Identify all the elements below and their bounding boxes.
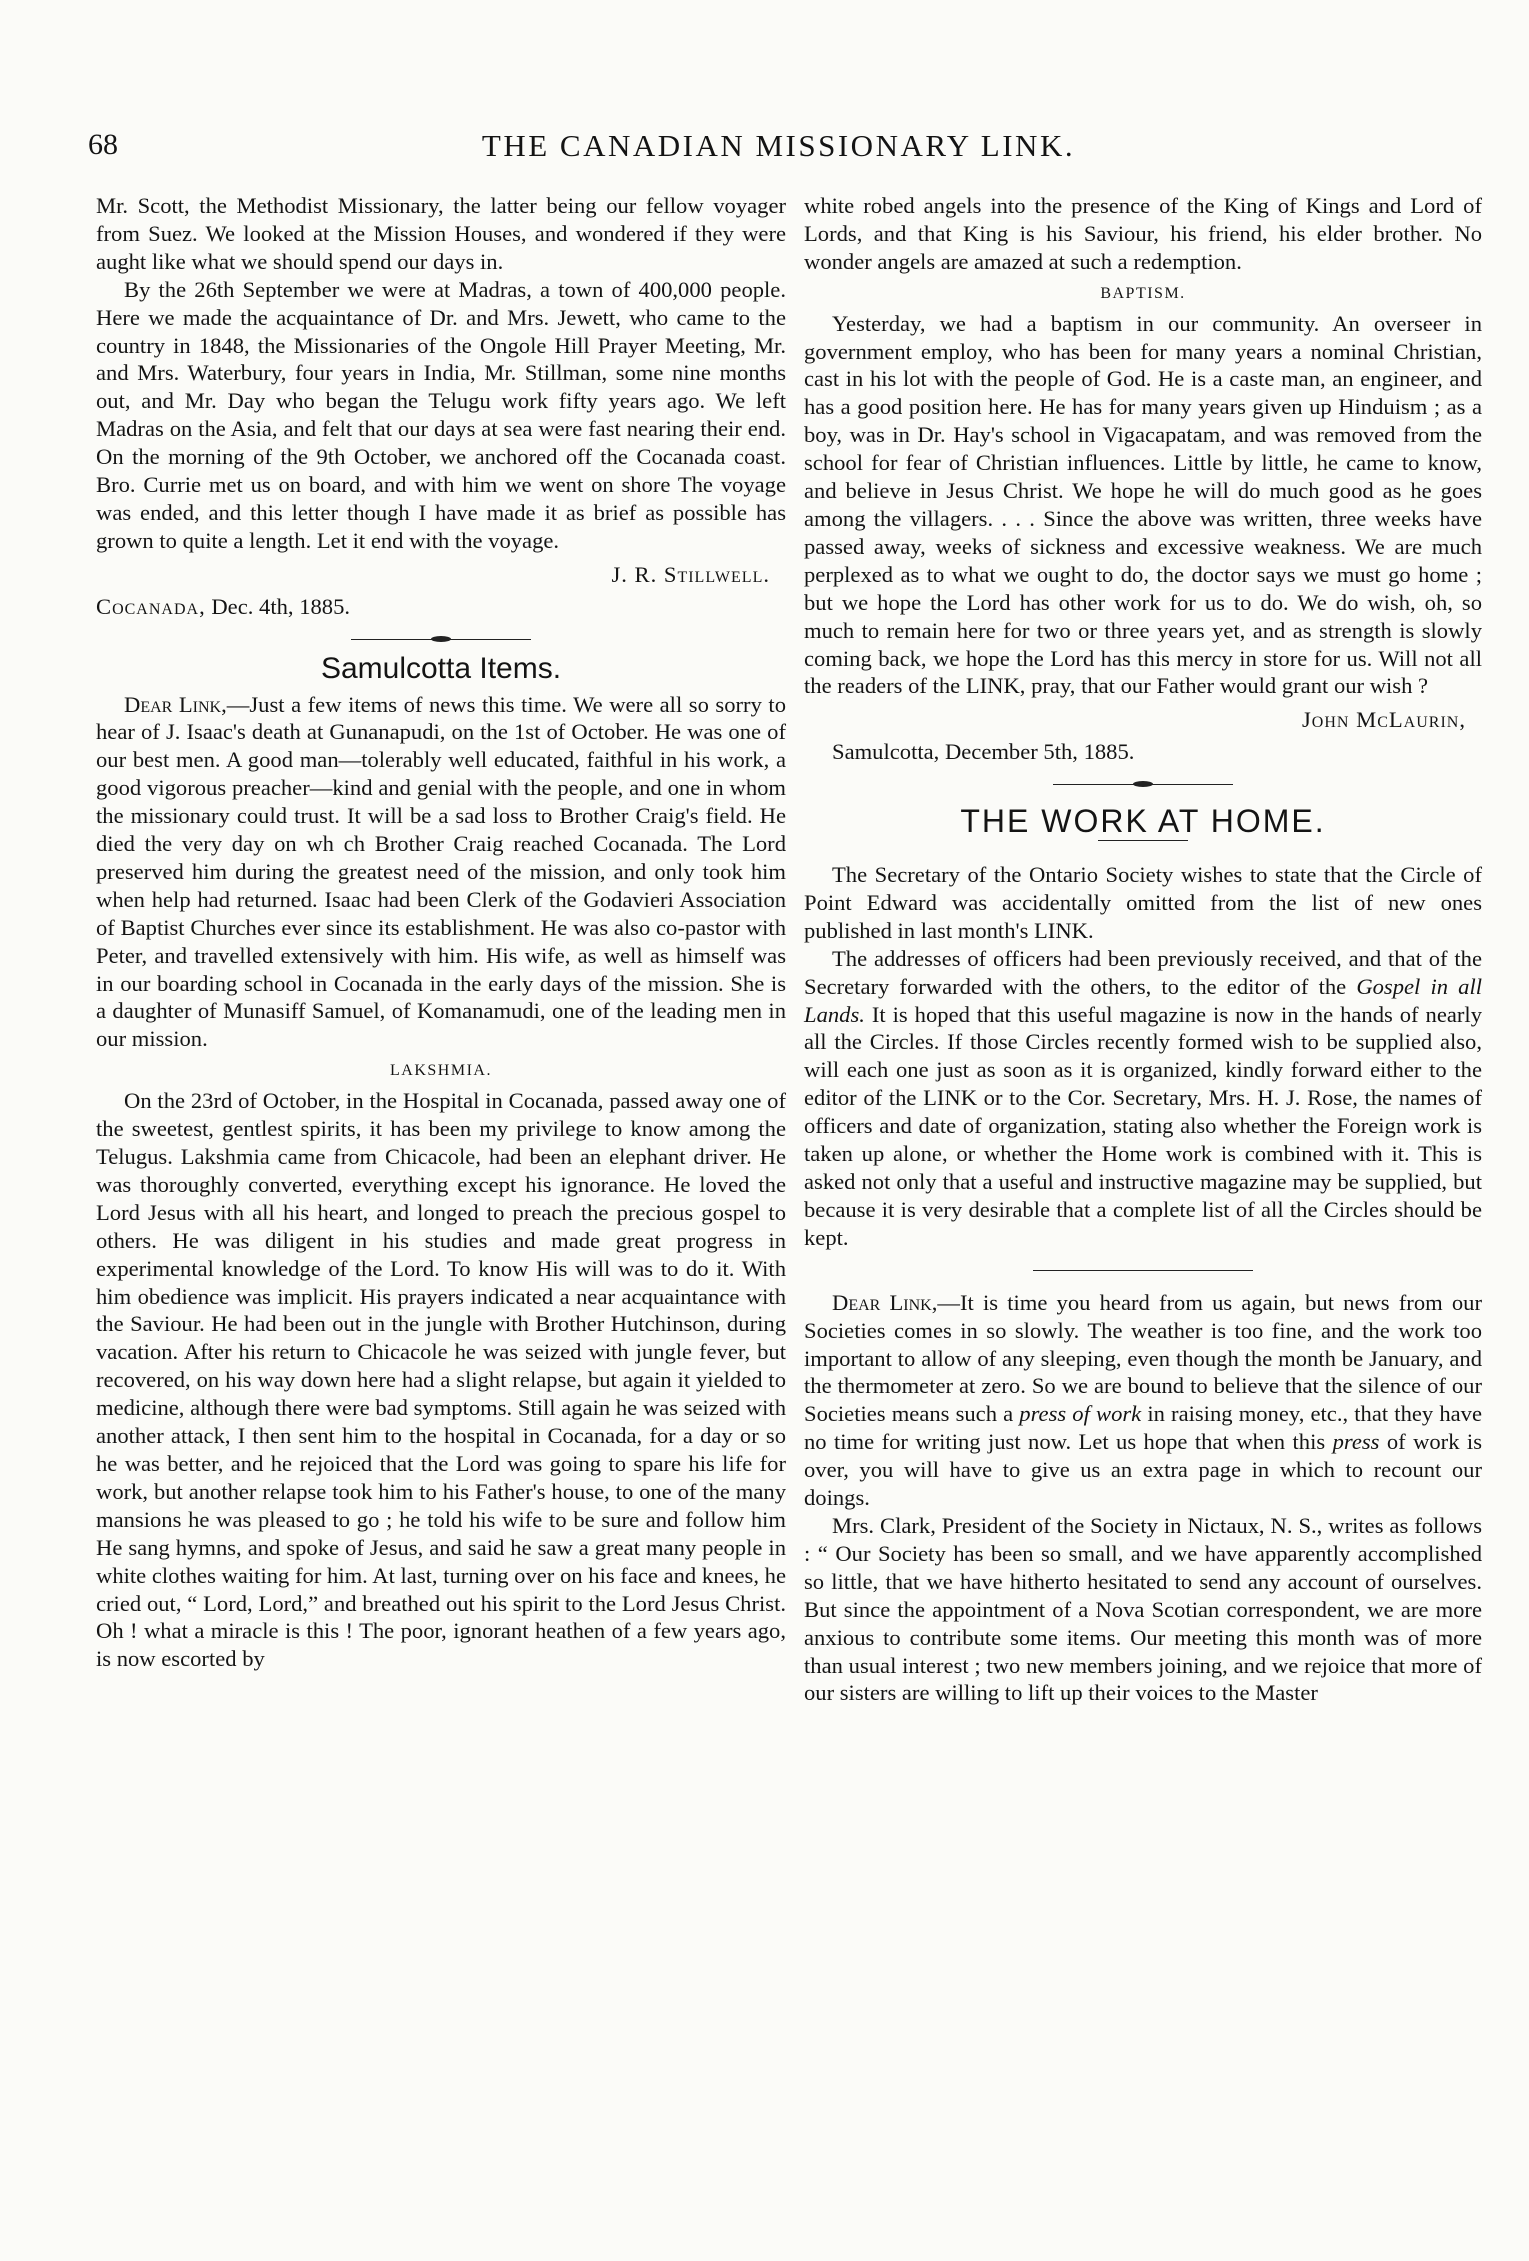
right-column [804, 192, 1482, 1707]
paragraph-text: The addresses of officers had been previously received, and that of the Secretary forwarded with the others, to the editor of the [804, 945, 1482, 999]
magazine-title: Gospel in all Lands. [804, 973, 1482, 1027]
dateline [96, 593, 786, 621]
paragraph-text: of work is over, you will have to give us an extra page in which to recount our doings. [804, 1429, 1482, 1511]
paragraph: By the 26th September we were at Madras, a town of 400,000 people. Here we made the acquaintance of Dr. and Mrs. Jewett, who came to the country in 1848, the Missionaries of the Ongole Hill Prayer Meeting, Mr. and Mrs. Waterbury, four years in India, Mr. Stillman, some nine months out, and Mr. Day who began the Telugu work fifty years ago. We left Madras on the Asia, and felt that our days at sea were fast nearing their end. On the morning of the 9th October, we anchored off the Cocanada coast. Bro. Currie met us on board, and with him we went on shore The voyage was ended, and this letter though I have made it as brief as possible has grown to quite a length. Let it end with the voyage. [96, 276, 786, 553]
ornamental-rule [351, 635, 531, 645]
section-rule [1033, 1270, 1253, 1271]
paragraph: Yesterday, we had a baptism in our community. An overseer in government employ, who has been for many years a nominal Christian, cast in his lot with the people of God. He is a caste man, an engineer, and has a good position here. He has for many years given up Hinduism ; as a boy, was in Dr. Hay's school in Vigacapatam, and was removed from the school for fear of Christian influences. Little by little, he came to know, and believe in Jesus Christ. We hope he will do much good as he goes among the villagers. . . . Since the above was written, three weeks have passed away, weeks of sickness and excessive weakness. We are much perplexed as to what we ought to do, the doctor says we must go home ; but we hope the Lord has other work for us to do. We do wish, oh, so much to remain here for two or three years yet, and as strength is slowly coming back, we hope the Lord has this mercy in store for us. Will not all the readers of the LINK, pray, that our Father would grant our wish ? [804, 310, 1482, 699]
paragraph-text: —Just a few items of news this time. We were all so sorry to hear of J. Isaac's death at Gunanapudi, on the 1st of October. He was one of our best men. A good man—tolerably well educated, faithful in his work, a good vigorous preacher—kind and genial with the people, and one in whom the missionary could trust. It will be a sad loss to Brother Craig's field. He died the very day on wh ch Brother Craig reached Cocanada. The Lord preserved him during the greatest need of the mission, and only took him when help had returned. Isaac had been Clerk of the Godavieri Association of Baptist Churches ever since its establishment. He was also co-pastor with Peter, and travelled extensively with him. His wife, as well as himself was in our boarding school in Cocanada in the early days of the mission. She is a daughter of Munasiff Samuel, of Komanamudi, one of the leading men in our mission. [96, 691, 786, 1052]
paragraph-text: It is hoped that this useful magazine is now in the hands of nearly all the Circles. If those Circles recently formed wish to be supplied also, will each one just as soon as it is organized, kindly forward either to the editor of the LINK or to the Cor. Secretary, Mrs. H. J. Rose, the names of officers and date of organization, stating also whether the Foreign work is taken up alone, or whether the Home work is combined with it. This is asked not only that a useful and instructive magazine may be supplied, but because it is very desirable that a complete list of all the Circles should be kept. [804, 1001, 1482, 1250]
section-heading: Samulcotta Items. [320, 651, 562, 685]
dateline-place: Cocanada, [96, 593, 206, 619]
publication-title: THE CANADIAN MISSIONARY LINK. [481, 128, 1076, 163]
signature: John McLaurin, [1302, 707, 1466, 733]
heading-rule [1098, 840, 1188, 841]
dateline-date: Dec. 4th, 1885. [205, 593, 351, 619]
paragraph: white robed angels into the presence of the King of Kings and Lord of Lords, and that King is his Saviour, his friend, his elder brother. No wonder angels are amazed at such a redemption. [804, 193, 1482, 274]
page-number: 68 [88, 128, 118, 161]
subheading: LAKSHMIA. [390, 1062, 492, 1080]
paragraph: The Secretary of the Ontario Society wishes to state that the Circle of Point Edward was accidentally omitted from the list of new ones published in last month's LINK. [804, 862, 1482, 943]
signature: J. R. Stillwell. [611, 561, 770, 587]
left-column [96, 192, 786, 1673]
salutation: Dear Link, [124, 691, 227, 717]
section-heading: THE WORK AT HOME. [960, 803, 1326, 840]
paragraph: On the 23rd of October, in the Hospital in Cocanada, passed away one of the sweetest, gentlest spirits, it has been my privilege to know among the Telugus. Lakshmia came from Chicacole, had been an elephant driver. He was thoroughly converted, everything except his ignorance. He loved the Lord Jesus with all his heart, and longed to preach the precious gospel to others. He was diligent in his studies and made great progress in experimental knowledge of the Lord. To know His will was to do it. With him obedience was implicit. His prayers indicated a near acquaintance with the Saviour. He had been out in the jungle with Brother Hutchinson, during vacation. After his return to Chicacole he was seized with jungle fever, but recovered, on his way down here had a slight relapse, but again it yielded to medicine, although there were bad symptoms. Still again he was seized with another attack, I then sent him to the hospital in Cocanada, for a day or so he was better, and he rejoiced that the Lord was going to spare his life for work, but another relapse took him to his Father's house, to one of the many mansions he was pleased to go ; he told his wife to be sure and follow him He sang hymns, and spoke of Jesus, and said he saw a great many people in white clothes waiting for him. At last, turning over on his face and knees, he cried out, “ Lord, Lord,” and breathed out his spirit to the Lord Jesus Christ. Oh ! what a miracle is this ! The poor, ignorant heathen of a few years ago, is now escorted by [96, 1088, 786, 1672]
paragraph [804, 1289, 1482, 1512]
paragraph [804, 945, 1482, 1252]
paragraph [96, 691, 786, 1054]
salutation: Dear Link, [832, 1289, 938, 1315]
subheading: BAPTISM. [1100, 284, 1186, 302]
ornamental-rule [1053, 780, 1233, 790]
running-header [88, 128, 1469, 172]
paragraph: Mr. Scott, the Methodist Missionary, the latter being our fellow voyager from Suez. We looked at the Mission Houses, and wondered if they were aught like what we should spend our days in. [96, 193, 786, 274]
paragraph-text: in raising money, etc., that they have no time for writing just now. Let us hope that when this [804, 1401, 1482, 1455]
paragraph: Mrs. Clark, President of the Society in Nictaux, N. S., writes as follows : “ Our Society has been so small, and we have apparently accomplished so little, that we have hitherto hesitated to send any account of ourselves. But since the appointment of a Nova Scotian correspondent, we are more anxious to contribute some items. Our meeting this month was of more than usual interest ; two new members joining, and we rejoice that more of our sisters are willing to lift up their voices to the Master [804, 1512, 1482, 1706]
italic-text: press of work [1019, 1401, 1142, 1427]
dateline: Samulcotta, December 5th, 1885. [832, 739, 1135, 765]
italic-text: press [1332, 1429, 1380, 1455]
paragraph-text: —It is time you heard from us again, but news from our Societies comes in so slowly. The weather is too fine, and the work too important to allow of any sleeping, even though the month be January, and the thermometer at zero. So we are bound to believe that the silence of our Societies means such a [804, 1289, 1482, 1427]
